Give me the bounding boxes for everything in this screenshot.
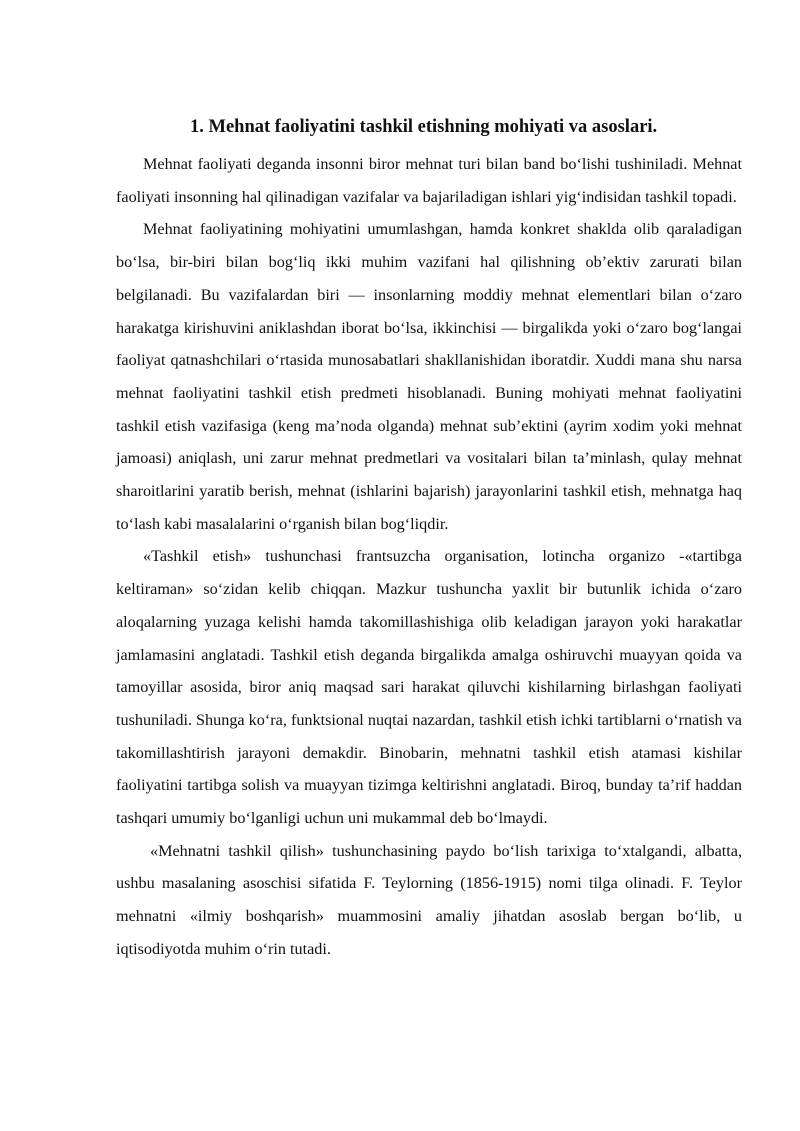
paragraph-term-origin: «Tashkil etish» tushunchasi frantsuzcha organisation, lotincha organizo -«tartibga keltiraman» so‘zidan kelib chiqqan. Mazkur tushuncha yaxlit bir butunlik ichida o‘zaro aloqalarning yuzaga kelishi hamda takomillashishiga olib keladigan jarayon yoki harakatlar jamlamasini anglatadi. Tashkil etish deganda birgalikda amalga oshiruvchi muayyan qoida va tamoyillar asosida, biror aniq maqsad sari harakat qiluvchi kishilarning birlashgan faoliyati tushuniladi. Shunga ko‘ra, funktsional nuqtai nazardan, tashkil etish ichki tartiblarni o‘rnatish va takomillashtirish jarayoni demakdir. Binobarin, mehnatni tashkil etish atamasi kishilar faoliyatini tartibga solish va muayyan tizimga keltirishni anglatadi. Biroq, bunday ta’rif haddan tashqari umumiy bo‘lganligi uchun uni mukammal deb bo‘lmaydi. (116, 547, 742, 828)
paragraph-definition: Mehnat faoliyati deganda insonni biror mehnat turi bilan band bo‘lishi tushiniladi. Mehnat faoliyati insonning hal qilinadigan vazifalar va bajariladigan ishlari yig‘indisidan tashkil topadi. (116, 155, 742, 206)
paragraph-history: «Mehnatni tashkil qilish» tushunchasining paydo bo‘lish tarixiga to‘xtalgandi, albatta, ushbu masalaning asoschisi sifatida F. Teylorning (1856-1915) nomi tilga olinadi. F. Teylor mehnatni «ilmiy boshqarish» muammosini amaliy jihatdan asoslab bergan bo‘lib, u iqtisodiyotda muhim o‘rin tutadi. (116, 841, 742, 958)
section-heading: 1. Mehnat faoliyatini tashkil etishning mohiyati va asoslari. (190, 117, 658, 137)
paragraph-essence: Mehnat faoliyatining mohiyatini umumlashgan, hamda konkret shaklda olib qaraladigan bo‘lsa, bir-biri bilan bog‘liq ikki muhim vazifani hal qilishning ob’ektiv zarurati bilan belgilanadi. Bu vazifalardan biri — insonlarning moddiy mehnat elementlari bilan o‘zaro harakatga kirishuvini aniklashdan iborat bo‘lsa, ikkinchisi — birgalikda yoki o‘zaro bog‘langai faoliyat qatnashchilari o‘rtasida munosabatlari shakllanishidan iboratdir. Xuddi mana shu narsa mehnat faoliyatini tashkil etish predmeti hisoblanadi. Buning mohiyati mehnat faoliyatini tashkil etish vazifasiga (keng ma’noda olganda) mehnat sub’ektini (ayrim xodim yoki mehnat jamoasi) aniqlash, uni zarur mehnat predmetlari va vositalari bilan ta’minlash, qulay mehnat sharoitlarini yaratib berish, mehnat (ishlarini bajarish) jarayonlarini tashkil etish, mehnatga haq to‘lash kabi masalalarini o‘rganish bilan bog‘liqdir. (116, 220, 742, 533)
document-page (116, 112, 742, 966)
